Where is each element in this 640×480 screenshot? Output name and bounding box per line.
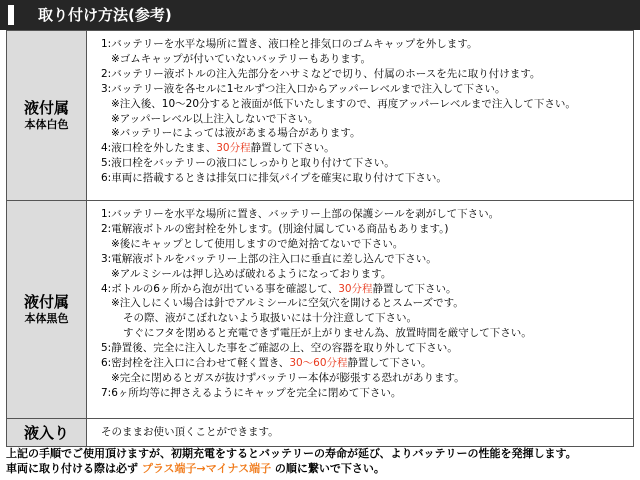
step-line: 1:バッテリーを水平な場所に置き、液口栓と排気口のゴムキャップを外します。	[101, 38, 478, 50]
page-title: 取り付け方法(参考)	[0, 0, 640, 30]
step-line: 5:液口栓をバッテリーの液口にしっかりと取り付けて下さい。	[101, 157, 395, 170]
section-header-main: 液付属	[23, 99, 69, 117]
step-text: 静置して下さい。	[250, 142, 335, 155]
instructions-table	[6, 30, 634, 447]
step-line: 2:電解液ボトルの密封栓を外します。(別途付属している商品もあります。)	[101, 222, 449, 235]
note-line: ※アルミシールは押し込めば破れるようになっております。	[111, 267, 392, 280]
section-header-main: 液付属	[23, 293, 69, 311]
step-line: 6:車両に搭載するときは排気口に排気パイプを確実に取り付けて下さい。	[101, 172, 447, 185]
step-text: 静置して下さい。	[372, 282, 457, 295]
section-header-sub: 本体白色	[24, 118, 69, 131]
step-line: そのままお使い頂くことができます。	[101, 426, 279, 438]
note-line: ※注入しにくい場合は針でアルミシールに空気穴を開けるとスムーズです。	[111, 297, 464, 310]
section-header	[7, 419, 87, 446]
section-prefilled	[7, 419, 633, 446]
note-line: ※後にキャップとして使用しますので絶対捨てないで下さい。	[111, 237, 404, 250]
highlight-time: 30～60分程	[289, 357, 348, 370]
step-line: 1:バッテリーを水平な場所に置き、バッテリー上部の保護シールを剥がして下さい。	[101, 208, 500, 220]
footer-line	[6, 461, 634, 476]
note-line: ※アッパーレベル以上注入しないで下さい。	[111, 112, 319, 125]
section-body	[87, 31, 633, 200]
section-header-sub: 本体黒色	[24, 312, 69, 325]
footer-line: 上記の手順でご使用頂けますが、初期充電をするとバッテリーの寿命が延び、よりバッテリーの性能を発揮します。	[6, 447, 577, 460]
section-body	[87, 201, 633, 418]
step-text: 6:密封栓を注入口に合わせて軽く置き、	[101, 357, 290, 370]
step-line: 3:バッテリー液を各セルに1セルずつ注入口からアッパーレベルまで注入して下さい。	[101, 82, 506, 95]
step-line	[101, 282, 629, 297]
footer-notes	[6, 446, 634, 476]
step-text: 静置して下さい。	[347, 357, 432, 370]
step-line	[101, 141, 629, 156]
section-white-body	[7, 31, 633, 201]
section-black-body	[7, 201, 633, 419]
footer-text: 車両に取り付ける際は必ず	[6, 462, 142, 475]
note-line: ※注入後、10～20分すると液面が低下いたしますので、再度アッパーレベルまで注入して下さい。	[111, 97, 576, 110]
step-text: 4:液口栓を外したまま、	[101, 142, 217, 155]
section-body	[87, 419, 633, 446]
note-line: ※ゴムキャップが付いていないバッテリーもあります。	[111, 52, 371, 65]
step-line: 5:静置後、完全に注入した事をご確認の上、空の容器を取り外して下さい。	[101, 342, 458, 355]
note-line: ※バッテリーによっては液があまる場合があります。	[111, 127, 361, 140]
highlight-time: 30分程	[216, 142, 251, 155]
step-text: 4:ボトルの6ヶ所から泡が出ている事を確認して、	[101, 282, 339, 295]
step-line	[101, 356, 629, 371]
terminal-order-highlight: プラス端子→マイナス端子	[141, 462, 272, 475]
note-line: ※完全に閉めるとガスが抜けずバッテリー本体が膨張する恐れがあります。	[111, 371, 465, 384]
note-line: その際、液がこぼれないよう取扱いには十分注意して下さい。	[123, 312, 417, 325]
highlight-time: 30分程	[338, 282, 373, 295]
note-line: すぐにフタを閉めると充電できず電圧が上がりません為、放置時間を厳守して下さい。	[123, 327, 532, 340]
step-line: 3:電解液ボトルをバッテリー上部の注入口に垂直に差し込んで下さい。	[101, 252, 437, 265]
section-header	[7, 201, 87, 418]
step-line: 7:6ヶ所均等に押さえるようにキャップを完全に閉めて下さい。	[101, 386, 402, 399]
section-header-main: 液入り	[23, 423, 69, 442]
step-line: 2:バッテリー液ボトルの注入先部分をハサミなどで切り、付属のホースを先に取り付けます。	[101, 67, 541, 80]
footer-text: の順に繋いで下さい。	[271, 462, 385, 475]
section-header	[7, 31, 87, 200]
